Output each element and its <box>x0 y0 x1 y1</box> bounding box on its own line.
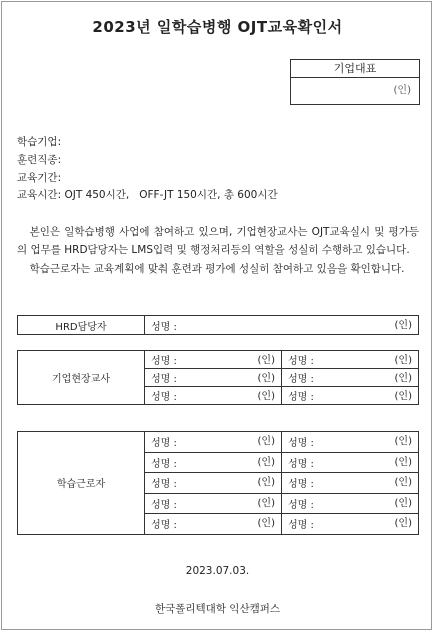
stamp-seal: (인) <box>393 85 411 96</box>
name-label: 성명 : <box>288 479 314 491</box>
info-label: 훈련직종 <box>17 153 58 166</box>
name-label: 성명 : <box>151 392 177 403</box>
info-sep: : <box>57 171 62 184</box>
info-row-company <box>17 134 278 152</box>
name-label: 성명 : <box>151 374 177 385</box>
statement-paragraph: 본인은 일학습병행 사업에 참여하고 있으며, 기업현장교사는 OJT교육실시 및 평가등의 업무를 HRD담당자는 LMS입력 및 행정처리등의 역할을 성실히 수행하고 있습니다. <box>17 226 419 257</box>
teachers-category: 기업현장교사 <box>18 351 145 405</box>
document-title: 2023년 일학습병행 OJT교육확인서 <box>92 18 343 36</box>
info-row-period <box>17 170 278 188</box>
statement <box>17 223 419 278</box>
hrd-table <box>17 315 419 335</box>
seal-mark: (인) <box>394 355 412 366</box>
signature-cell <box>282 473 419 494</box>
signature-cell <box>145 369 282 387</box>
seal-mark: (인) <box>394 518 412 529</box>
signature-cell <box>145 452 282 473</box>
seal-mark: (인) <box>257 477 275 488</box>
signature-cell <box>145 473 282 494</box>
name-label: 성명 : <box>288 458 314 470</box>
statement-paragraph: 학습근로자는 교육계획에 맞춰 훈련과 평가에 성실히 참여하고 있음을 확인합니다. <box>29 262 405 275</box>
seal-mark: (인) <box>394 373 412 384</box>
teachers-table <box>17 350 419 405</box>
name-label: 성명 : <box>288 520 314 532</box>
info-label: 학습기업 <box>17 136 58 148</box>
info-row-job <box>17 152 278 170</box>
seal-mark: (인) <box>394 497 412 509</box>
stamp-header: 기업대표 <box>291 60 419 78</box>
signature-cell <box>145 351 282 369</box>
info-sep: : <box>57 189 62 202</box>
info-sep: : <box>57 136 62 148</box>
signature-cell <box>145 514 282 535</box>
name-label: 성명 : <box>151 520 177 532</box>
name-label: 성명 : <box>151 458 177 470</box>
name-label: 성명 : <box>288 392 314 403</box>
signature-cell <box>282 351 419 369</box>
seal-mark: (인) <box>394 320 412 331</box>
name-label: 성명 : <box>151 499 177 511</box>
name-label: 성명 : <box>288 374 314 385</box>
seal-mark: (인) <box>394 456 412 468</box>
info-block <box>17 134 278 205</box>
signature-cell <box>282 387 419 405</box>
learners-table <box>17 431 419 535</box>
learners-category: 학습근로자 <box>18 432 145 535</box>
name-label: 성명 : <box>288 499 314 511</box>
institution-name: 한국폴리텍대학 익산캠퍼스 <box>154 603 281 615</box>
seal-mark: (인) <box>394 477 412 488</box>
document-date: 2023.07.03. <box>185 565 250 577</box>
seal-mark: (인) <box>257 391 275 402</box>
info-value: OJT 450시간, OFF-JT 150시간, 총 600시간 <box>61 189 278 202</box>
signature-cell <box>145 387 282 405</box>
info-sep: : <box>57 153 62 166</box>
signature-cell <box>282 514 419 535</box>
seal-mark: (인) <box>257 436 275 447</box>
hrd-category: HRD담당자 <box>18 316 145 335</box>
signature-cell <box>282 452 419 473</box>
name-label: 성명 : <box>151 438 177 450</box>
name-label: 성명 : <box>151 356 177 367</box>
seal-mark: (인) <box>257 518 275 529</box>
info-label: 교육시간 <box>17 189 58 202</box>
signature-cell <box>145 316 419 335</box>
seal-mark: (인) <box>257 355 275 366</box>
name-label: 성명 : <box>288 438 314 450</box>
signature-cell <box>145 432 282 453</box>
company-representative-box <box>290 59 420 105</box>
seal-mark: (인) <box>257 456 275 468</box>
info-label: 교육기간 <box>17 171 58 184</box>
name-label: 성명 : <box>288 356 314 367</box>
seal-mark: (인) <box>257 497 275 509</box>
seal-mark: (인) <box>394 436 412 447</box>
seal-mark: (인) <box>394 391 412 402</box>
signature-cell <box>282 493 419 514</box>
signature-cell <box>282 432 419 453</box>
name-label: 성명 : <box>151 479 177 491</box>
signature-cell <box>145 493 282 514</box>
info-row-hours <box>17 187 278 205</box>
seal-mark: (인) <box>257 373 275 384</box>
signature-cell <box>282 369 419 387</box>
name-label: 성명 : <box>151 321 177 333</box>
